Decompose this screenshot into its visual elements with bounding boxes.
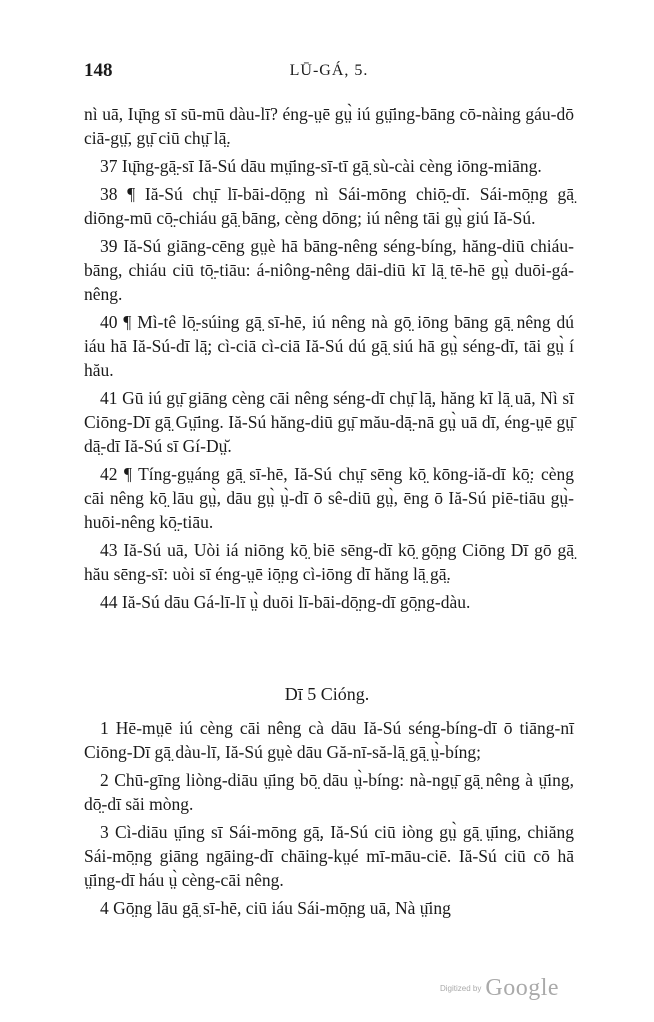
verse-paragraph: 4 Gō̤ng lāu gā̤ sī-hē, ciū iáu Sái-mō̤ng uā, Nà ṳ̄ing [100,898,451,918]
text-block-bottom [84,716,574,924]
google-logo: Google [485,975,560,1001]
verse-paragraph: 38 ¶ Iă-Sú chṳ̄ lī-bāi-dō̤ng nì Sái-mōng chiō̤-dī. Sái-mō̤ng gā̤ diōng-mū cō̤-chiáu gā̤ bāng, cèng dōng; iú nêng tāi gṳ̀ giú Iă-Sú. [84,184,574,228]
text-block-top [84,102,574,618]
page-header [84,60,574,90]
chapter-title: Dī 5 Cióng. [284,684,370,704]
verse-paragraph: 2 Chū-gīng liòng-diāu ṳ̄ing bō̤ dāu ṳ̀-bíng: nà-ngṳ̄ gā̤ nêng à ṳ̄ing, dō̤-dī săi mòng. [84,770,574,814]
digitized-label: Digitized by [440,984,482,993]
verse-paragraph: 37 Ių̄ng-gā̤-sī Iă-Sú dāu mṳ̄ing-sī-tī gā̤ sù-cài cèng iōng-miāng. [100,156,542,176]
verse-paragraph: 43 Iă-Sú uā, Uòi iá niōng kō̤ biē sēng-dī kō̤ gō̤ng Ciōng Dī gō gā̤ hău sēng-sī: uòi sī éng-ṳē iō̤ng cì-iōng dī hăng lā̤ gā̤. [84,540,574,584]
digitized-watermark [440,975,580,1003]
verse-paragraph: 3 Cì-diāu ṳ̄ing sī Sái-mōng gā̤, Iă-Sú ciū iòng gṳ̀ gā̤ ṳ̄ing, chiăng Sái-mō̤ng giāng ngāing-dī chāing-kṳé mī-māu-ciē. Iă-Sú ciū cō hā ṳ̄ing-dī háu ṳ̀ cèng-cāi nêng. [84,822,574,890]
running-head: LŪ-GÁ, 5. [289,62,369,79]
page-number: 148 [84,60,113,81]
paragraph: nì uā, Ių̄ng sī sū-mū dàu-lī? éng-ṳē gṳ̀ iú gṳ̄ing-bāng cō-nàing gáu-dō ciā-gṳ̄, gṳ̄ ciū chṳ̄ lā̤. [84,104,574,148]
verse-paragraph: 42 ¶ Tíng-gṳáng gā̤ sī-hē, Iă-Sú chṳ̄ sēng kō̤ kōng-iă-dī kō̤: cèng cāi nêng kō̤ lāu gṳ̀, dāu gṳ̀ ṳ̀-dī ō sê-diū gṳ̀, ēng ō Iă-Sú piē-tiāu gṳ̀-huōi-nêng kō̤-tiāu. [84,464,574,532]
verse-paragraph: 41 Gū iú gṳ̄ giāng cèng cāi nêng séng-dī chṳ̄ lā̤, hăng kī lā̤ uā, Nì sī Ciōng-Dī gā̤ Gṳ̄ing. Iă-Sú hăng-diū gṳ̄ mău-dā̤-nā gṳ̀ uā dī, éng-ṳē gṳ̄ dā̤-dī Iă-Sú sī Gí-Dṳ̆. [84,388,574,456]
verse-paragraph: 1 Hē-mṳē iú cèng cāi nêng cà dāu Iă-Sú séng-bíng-dī ō tiāng-nī Ciōng-Dī gā̤ dàu-lī, Iă-Sú gṳè dāu Gă-nī-să-lā̤ gā̤ ṳ̀-bíng; [84,718,574,762]
verse-paragraph: 44 Iă-Sú dāu Gá-lī-lī ṳ̀ duōi lī-bāi-dō̤ng-dī gō̤ng-dàu. [100,592,471,612]
verse-paragraph: 39 Iă-Sú giāng-cēng gṳè hā bāng-nêng séng-bíng, hăng-diū chiáu-bāng, chiáu ciū tō̤-tiāu: á-niông-nêng dāi-diū kī lā̤ tē-hē gṳ̀ duōi-gá-nêng. [84,236,574,304]
verse-paragraph: 40 ¶ Mì-tê lō̤-súing gā̤ sī-hē, iú nêng nà gō̤ iōng bāng gā̤ nêng dú iáu hā Iă-Sú-dī lā̤; cì-ciā cì-ciā Iă-Sú dú gā̤ siú hā gṳ̀ séng-dī, tāi gṳ̀ í hău. [84,312,574,380]
